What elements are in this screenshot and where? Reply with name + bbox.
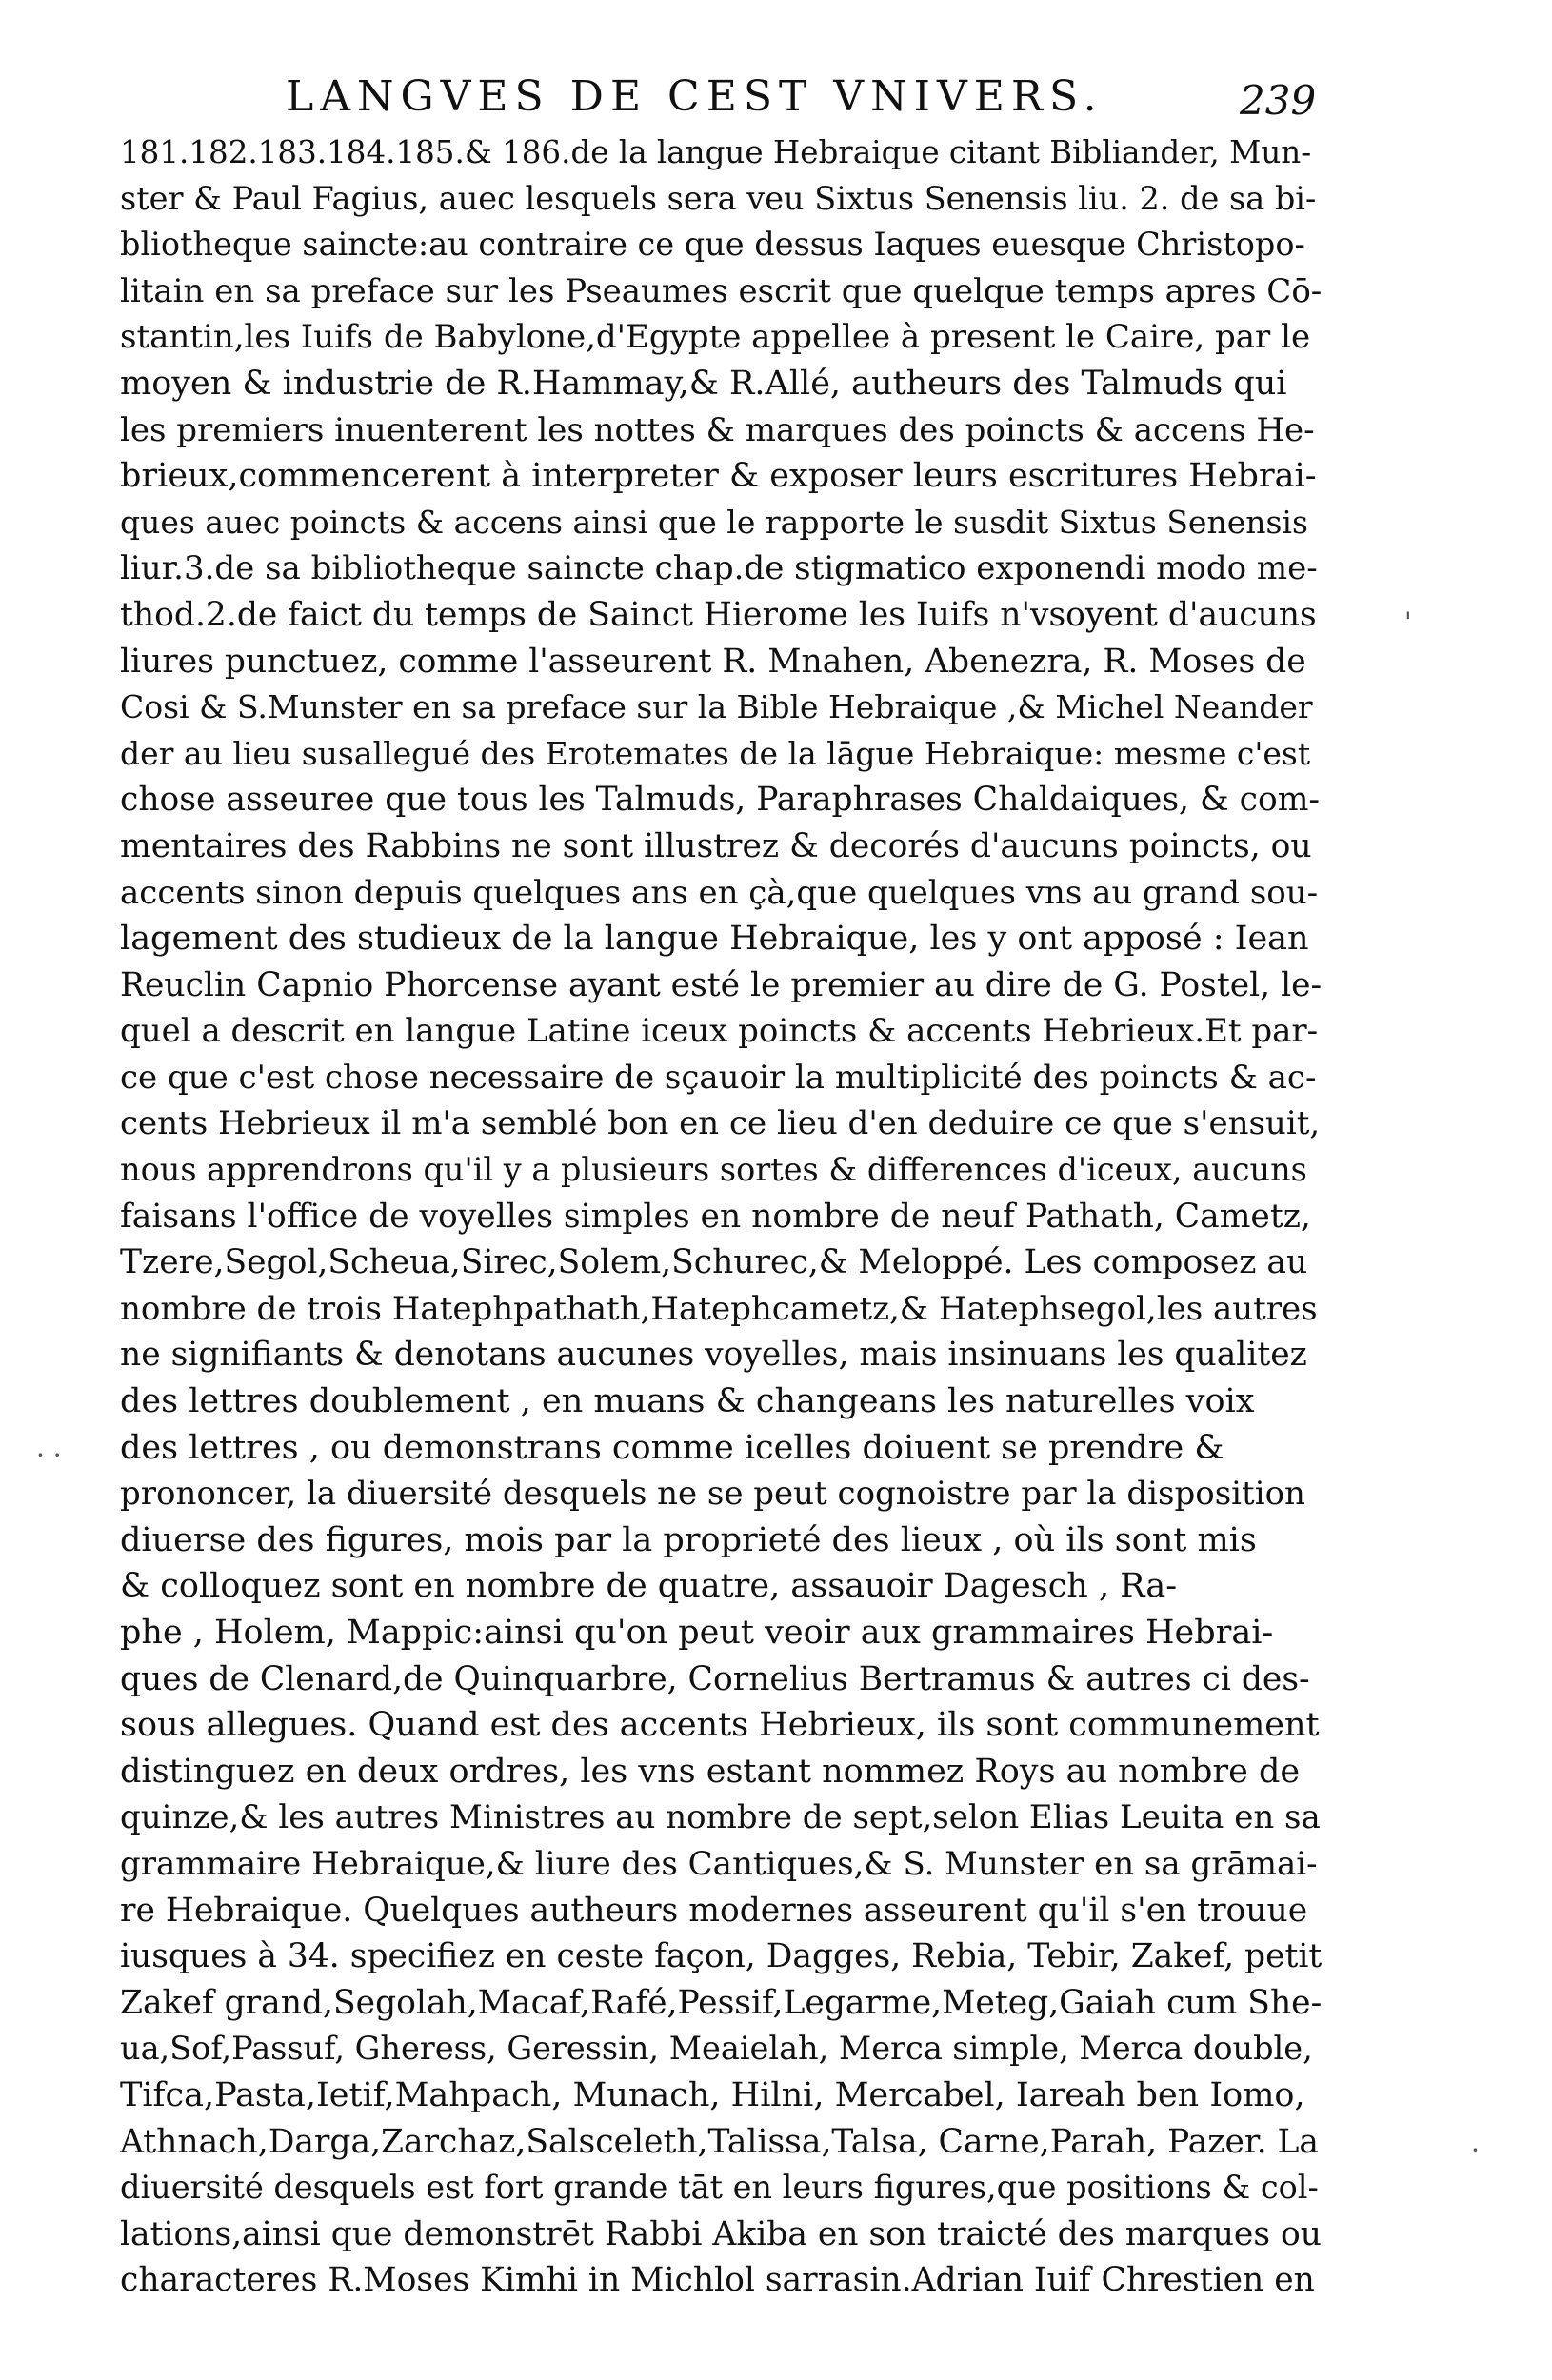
text-line: nous apprendrons qu'il y a plusieurs sortes & differences d'iceux, aucuns bbox=[120, 1151, 1307, 1189]
text-line: des lettres doublement , en muans & changeans les naturelles voix bbox=[120, 1382, 1255, 1421]
text-line: bliotheque saincte:au contraire ce que dessus Iaques euesque Christopo- bbox=[120, 226, 1305, 264]
text-line: lations,ainsi que demonstrēt Rabbi Akiba en son traicté des marques ou bbox=[120, 2214, 1322, 2253]
text-line: lagement des studieux de la langue Hebraique, les y ont apposé : Iean bbox=[120, 920, 1309, 959]
text-line: litain en sa preface sur les Pseaumes escrit que quelque temps apres Cō- bbox=[120, 271, 1323, 310]
text-line: mentaires des Rabbins ne sont illustrez & decorés d'aucuns poincts, ou bbox=[120, 826, 1312, 865]
body-text bbox=[120, 129, 1322, 2304]
text-line: faisans l'office de voyelles simples en nombre de neuf Pathath, Cametz, bbox=[120, 1197, 1311, 1236]
text-line: iusques à 34. specifiez en ceste façon, Dagges, Rebia, Tebir, Zakef, petit bbox=[120, 1937, 1323, 1976]
text-line: accents sinon depuis quelques ans en çà,que quelques vns au grand sou- bbox=[120, 873, 1319, 912]
text-line: ua,Sof,Passuf, Gheress, Geressin, Meaielah, Merca simple, Merca double, bbox=[120, 2030, 1313, 2068]
text-line: Reuclin Capnio Phorcense ayant esté le premier au dire de G. Postel, le- bbox=[120, 965, 1323, 1004]
text-line: ster & Paul Fagius, auec lesquels sera veu Sixtus Senensis liu. 2. de sa bi- bbox=[120, 179, 1317, 217]
text-line: characteres R.Moses Kimhi in Michlol sarrasin.Adrian Iuif Chrestien en bbox=[120, 2261, 1315, 2300]
text-line: ce que c'est chose necessaire de sçauoir la multiplicité des poincts & ac- bbox=[120, 1058, 1317, 1097]
text-line: Tzere,Segol,Scheua,Sirec,Solem,Schurec,& Meloppé. Les composez au bbox=[120, 1243, 1308, 1282]
text-line: diuersité desquels est fort grande tāt en leurs figures,que positions & col- bbox=[120, 2169, 1319, 2207]
text-line: les premiers inuenterent les nottes & marques des poincts & accens He- bbox=[120, 410, 1315, 449]
text-line: Zakef grand,Segolah,Macaf,Rafé,Pessif,Legarme,Meteg,Gaiah cum She- bbox=[120, 1983, 1323, 2022]
text-line: des lettres , ou demonstrans comme icelles doiuent se prendre & bbox=[120, 1428, 1224, 1467]
text-line: cents Hebrieux il m'a semblé bon en ce lieu d'en deduire ce que s'ensuit, bbox=[120, 1104, 1321, 1143]
text-line: brieux,commencerent à interpreter & exposer leurs escritures Hebrai- bbox=[120, 457, 1317, 496]
text-line: chose asseuree que tous les Talmuds, Paraphrases Chaldaiques, & com- bbox=[120, 781, 1321, 820]
text-line: & colloquez sont en nombre de quatre, assauoir Dagesch , Ra- bbox=[120, 1567, 1178, 1606]
text-line: distinguez en deux ordres, les vns estant nommez Roys au nombre de bbox=[120, 1752, 1301, 1791]
text-line: quinze,& les autres Ministres au nombre de sept,selon Elias Leuita en sa bbox=[120, 1798, 1321, 1837]
margin-mark: · · bbox=[36, 1439, 62, 1471]
text-line: sous allegues. Quand est des accents Hebrieux, ils sont communement bbox=[120, 1706, 1320, 1745]
text-line: Cosi & S.Munster en sa preface sur la Bible Hebraique ,& Michel Neander bbox=[120, 688, 1313, 726]
text-line: liur.3.de sa bibliotheque saincte chap.de stigmatico exponendi modo me- bbox=[120, 549, 1318, 588]
text-line: ques auec poincts & accens ainsi que le rapporte le susdit Sixtus Senensis bbox=[120, 503, 1308, 541]
text-line: grammaire Hebraique,& liure des Cantiques,& S. Munster en sa grāmai- bbox=[120, 1844, 1318, 1883]
text-line: stantin,les Iuifs de Babylone,d'Egypte appellee à present le Caire, par le bbox=[120, 318, 1311, 357]
text-line: Tifca,Pasta,Ietif,Mahpach, Munach, Hilni, Mercabel, Iareah ben Iomo, bbox=[120, 2075, 1305, 2114]
text-line: ques de Clenard,de Quinquarbre, Cornelius Bertramus & autres ci des- bbox=[120, 1659, 1310, 1698]
text-line: der au lieu susallegué des Erotemates de la lāgue Hebraique: mesme c'est bbox=[120, 734, 1311, 772]
page-number: 239 bbox=[1240, 77, 1317, 124]
margin-mark: · bbox=[1471, 2134, 1480, 2166]
text-line: Athnach,Darga,Zarchaz,Salsceleth,Talissa,Talsa, Carne,Parah, Pazer. La bbox=[120, 2122, 1319, 2161]
running-title: LANGVES DE CEST VNIVERS. bbox=[286, 72, 1104, 121]
text-line: diuerse des figures, mois par la proprieté des lieux , où ils sont mis bbox=[120, 1520, 1257, 1559]
text-line: phe , Holem, Mappic:ainsi qu'on peut veoir aux grammaires Hebrai- bbox=[120, 1614, 1274, 1652]
text-line: 181.182.183.184.185.& 186.de la langue Hebraique citant Bibliander, Mun- bbox=[120, 134, 1312, 170]
text-line: ne signifiants & denotans aucunes voyelles, mais insinuans les qualitez bbox=[120, 1336, 1307, 1375]
text-line: quel a descrit en langue Latine iceux poincts & accents Hebrieux.Et par- bbox=[120, 1012, 1319, 1051]
text-line: re Hebraique. Quelques autheurs modernes asseurent qu'il s'en trouue bbox=[120, 1891, 1308, 1930]
page-header bbox=[0, 69, 1552, 135]
text-line: moyen & industrie de R.Hammay,& R.Allé, autheurs des Talmuds qui bbox=[120, 364, 1287, 403]
text-line: thod.2.de faict du temps de Sainct Hierome les Iuifs n'vsoyent d'aucuns bbox=[120, 595, 1317, 634]
text-line: nombre de trois Hatephpathath,Hatephcametz,& Hatephsegol,les autres bbox=[120, 1289, 1318, 1328]
text-line: liures punctuez, comme l'asseurent R. Mnahen, Abenezra, R. Moses de bbox=[120, 642, 1306, 681]
margin-mark: ' bbox=[1404, 606, 1412, 638]
text-line: prononcer, la diuersité desquels ne se peut cognoistre par la disposition bbox=[120, 1475, 1305, 1514]
